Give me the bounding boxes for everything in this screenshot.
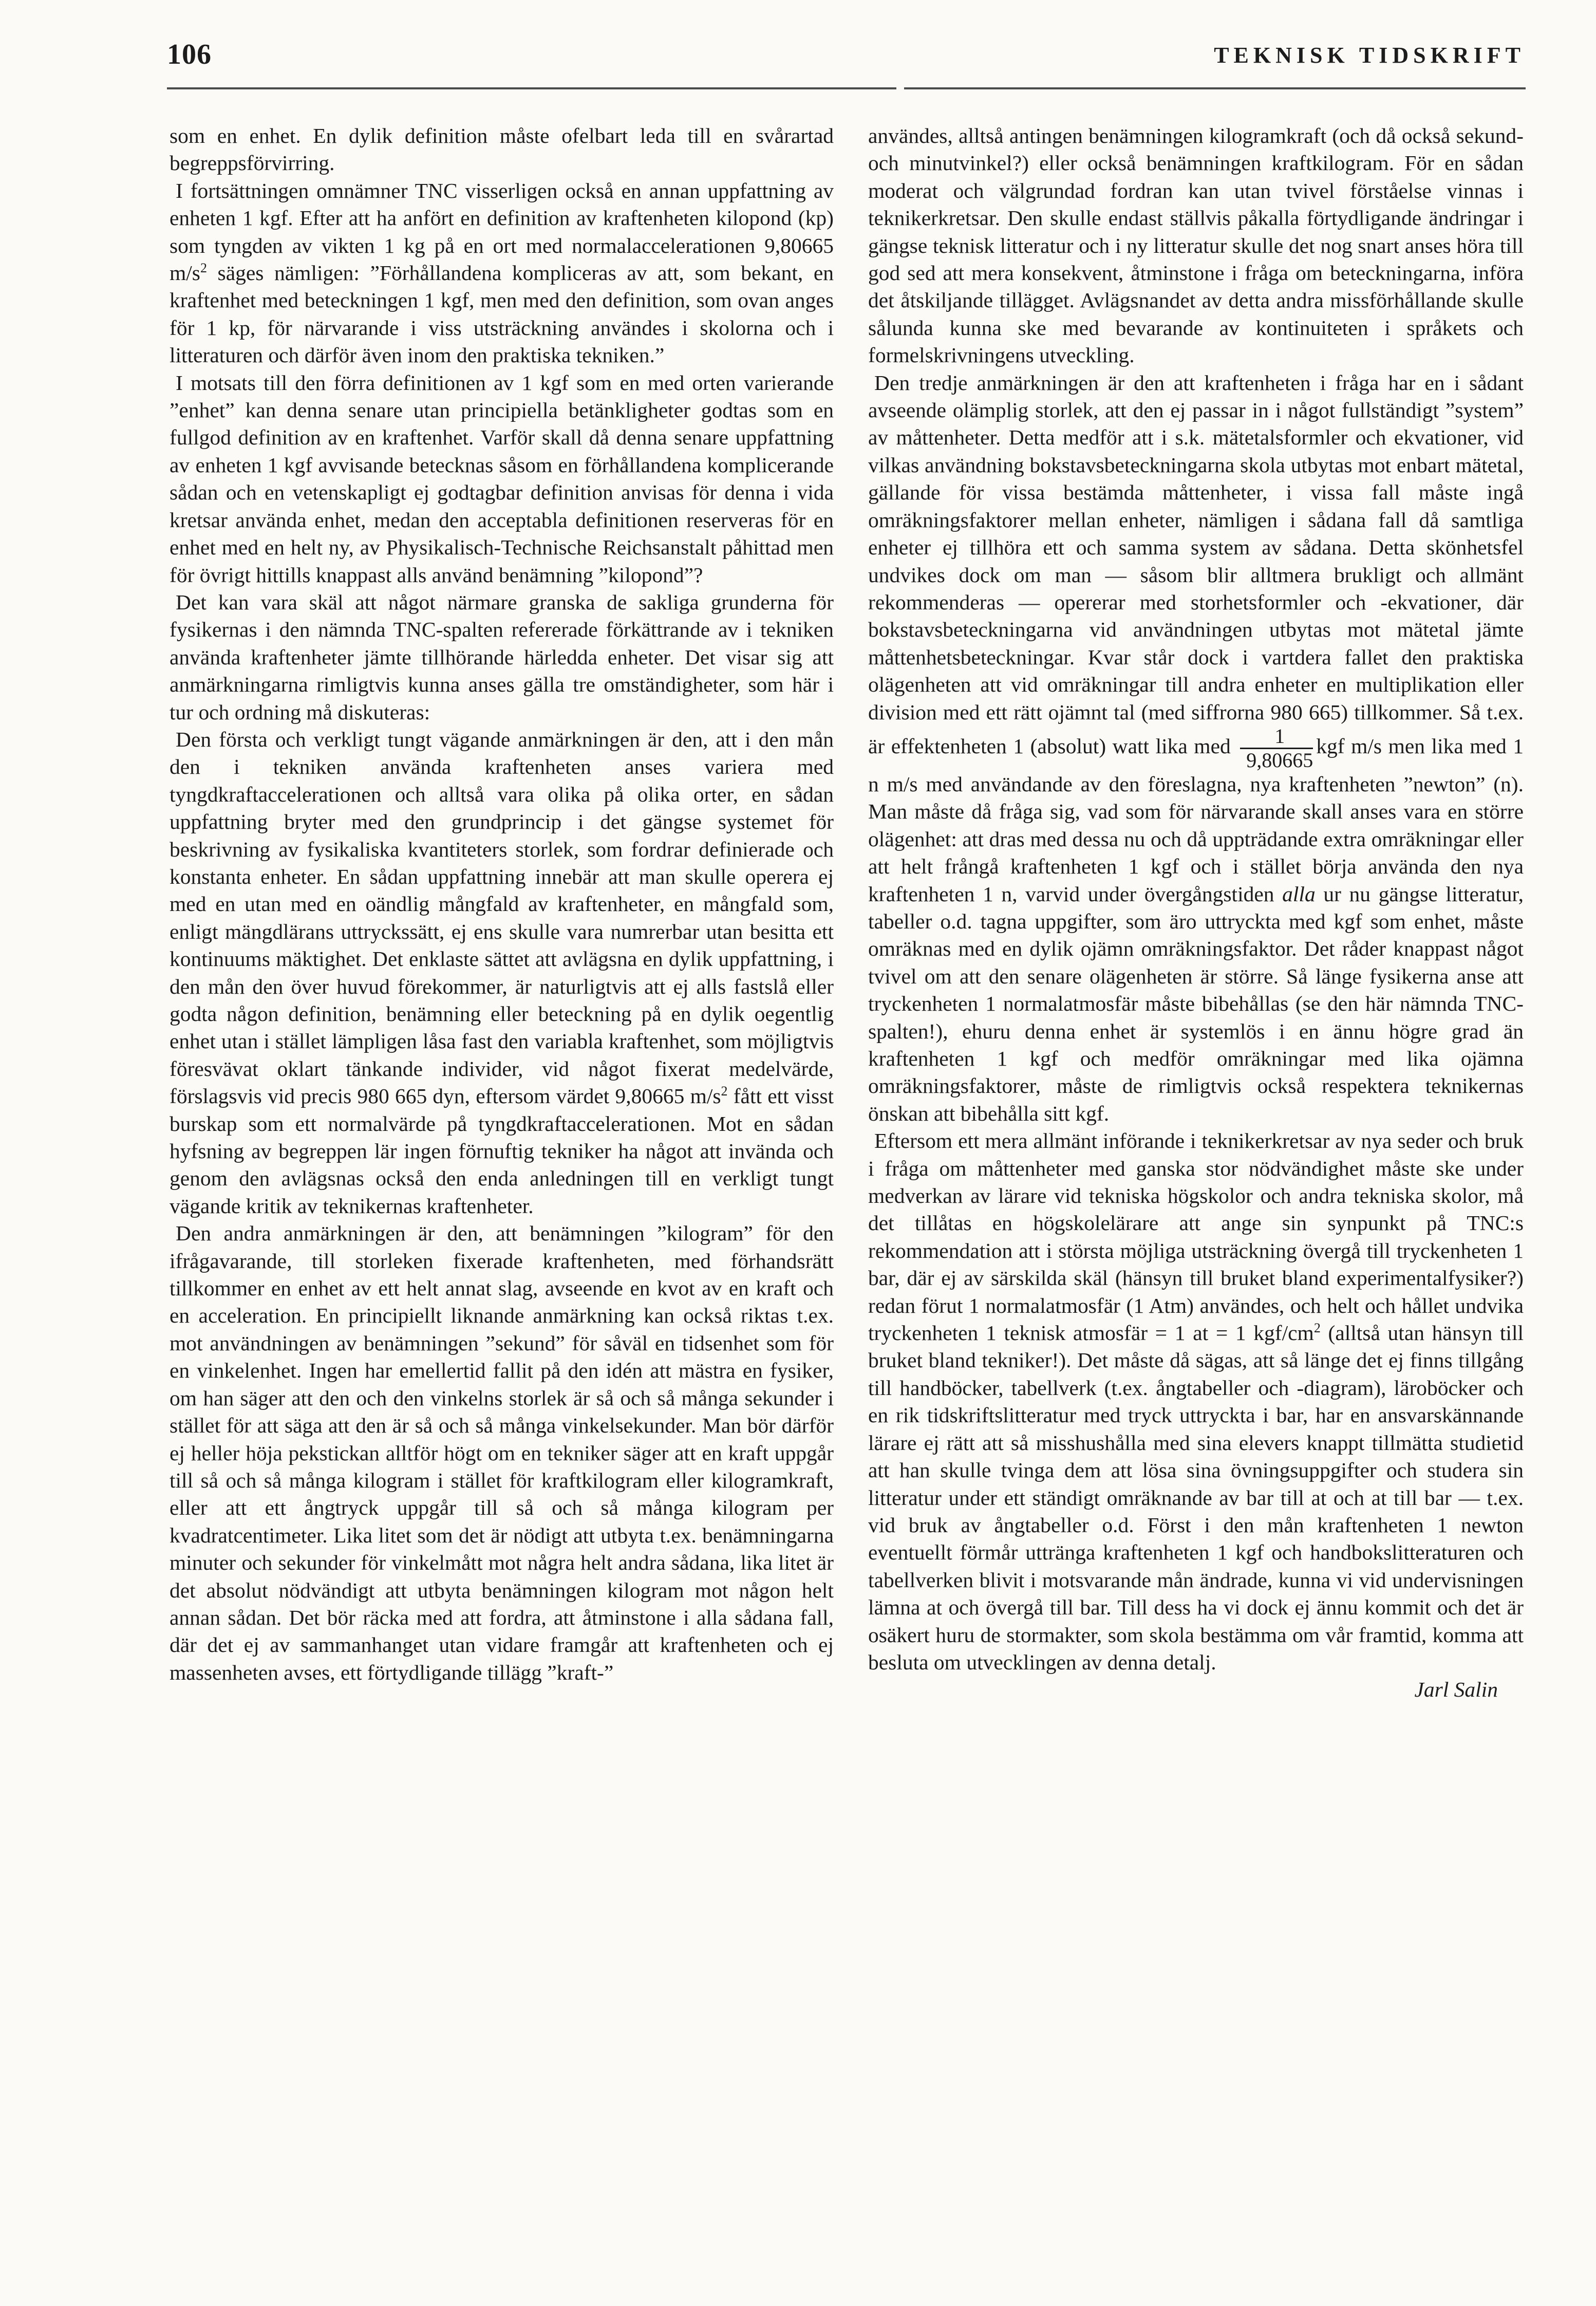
fraction-denominator: 9,80665	[1246, 748, 1313, 772]
superscript: 2	[721, 1084, 728, 1099]
superscript: 2	[200, 261, 207, 276]
fraction-numerator: 1	[1240, 726, 1313, 749]
journal-title: TEKNISK TIDSKRIFT	[1214, 43, 1525, 68]
paragraph-text: Den första och verkligt tungt vägande anmärkningen är den, att i den mån den i tekniken använda kraftenheten anses variera med tyngdkraftaccelerationen och alltså vara olika på olika orter, en sådan uppfattning bryter med den grundprincip i det gängse systemet för beskrivning av fysikaliska kvantiteters storlek, som fordrar definierade och konstanta enheter. En sådan uppfattning innebär att man skulle operera ej med en utan med en oändlig mångfald av kraftenheter, en mångfald som, enligt mängdlärans uttryckssätt, ej ens skulle vara numrerbar utan besitta ett kontinuums mäktighet. Det enklaste sättet att avlägsna en dylik uppfattning, i den mån den över huvud förekommer, är naturligtvis att ej alls fastslå eller godta någon definition, benämning eller beteckning på en dylik oegentlig enhet utan i stället lämpligen låsa fast den variabla kraftenhet, som möjligtvis föresvävat oklart tänkande individer, vid något fixerat medelvärde, förslagsvis vid precis 980 665 dyn, eftersom värdet 9,80665 m/s	[170, 727, 834, 1108]
emphasis: alla	[1282, 882, 1316, 906]
paragraph-text: fått ett visst burskap som ett normalvärde på tyngdkraftaccelerationen. Mot en sådan hyfsning av begreppen lär ingen förnuftig tekniker ha något att invända och genom den avlägsnas också den enda anledningen till en verkligt tungt vägande kritik av teknikernas kraftenheter.	[170, 1084, 834, 1218]
paragraph	[868, 369, 1524, 1128]
paragraph: som en enhet. En dylik definition måste ofelbart leda till en svårartad begreppsförvirring.	[170, 124, 834, 175]
paragraph: I motsats till den förra definitionen av 1 kgf som en med orten varierande ”enhet” kan denna senare utan principiella betänkligheter godtas som en fullgod definition av en kraftenhet. Varför skall då denna senare uppfattning av enheten 1 kgf avvisande betecknas såsom en förhållandena komplicerande sådan och en vetenskapligt ej godtagbar definition anvisas för denna i vida kretsar använda enhet, medan den acceptabla definitionen reserveras för en enhet med en helt ny, av Physikalisch-Technische Reichsanstalt påhittad men för övrigt hittills knappast alls använd benämning ”kilopond”?	[170, 370, 834, 587]
author-signature: Jarl Salin	[1414, 1678, 1498, 1702]
header-rule-right	[904, 87, 1526, 89]
paragraph	[868, 1127, 1524, 1676]
header-rule-left	[167, 87, 896, 89]
paragraph-text: (alltså utan hänsyn till bruket bland tekniker!). Det måste då sägas, att så länge det ej finns tillgång till handböcker, tabellverk (t.ex. ångtabeller och -diagram), läroböcker och en rik tidskriftslitteratur med tryck uttryckta i bar, har en ansvarskännande lärare ej rätt att så misshushålla med sina elevers knappt tillmätta studietid att han skulle tvinga dem att lösa sina övningsuppgifter och studera sin litteratur under ett ständigt omräknande av bar till at och at till bar — t.ex. vid bruk av ångtabeller o.d. Först i den mån kraftenheten 1 newton eventuellt förmår uttränga kraftenheten 1 kgf och handbokslitteraturen och tabellverken blivit i motsvarande mån ändrade, kunna vi vid undervisningen lämna at och övergå till bar. Till dess ha vi dock ej ännu kommit och det är osäkert huru de stormakter, som skola bestämma om vår framtid, komma att besluta om utvecklingen av denna detalj.	[868, 1321, 1524, 1674]
superscript: 2	[1313, 1321, 1321, 1336]
paragraph-text: Den tredje anmärkningen är den att kraftenheten i fråga har en i sådant avseende olämplig storlek, att den ej passar in i något fullständigt ”system” av måttenheter. Detta medför att i s.k. mätetalsformler och ekvationer, vid vilkas användning bokstavsbeteckningarna skola utbytas mot enbart mätetal, gällande för vissa bestämda måttenheter, i vissa fall måste ingå omräkningsfaktorer mellan enheter, nämligen i sådana fall då samtliga enheter ej tillhöra ett och samma system av sådana. Detta skönhetsfel undvikes dock om man — såsom blir alltmera brukligt och allmänt rekommenderas — opererar med storhetsformler och -ekvationer, där bokstavsbeteckningarna vid användningen utbytas mot mätetal jämte måttenhetsbeteckningar. Kvar står dock i vartdera fallet den praktiska olägenheten att vid omräkningar till andra enheter en multiplikation eller division med ett rätt ojämnt tal (med siffrorna 980 665) tillkommer. Så t.ex. är effektenheten 1 (absolut) watt lika med	[868, 370, 1524, 758]
paragraph	[170, 177, 834, 369]
fraction	[1240, 726, 1313, 771]
paragraph-text: säges nämligen: ”Förhållandena kompliceras av att, som bekant, en kraftenhet med beteckningen 1 kgf, men med den definition, som ovan anges för 1 kp, för närvarande i viss utsträckning användes i skolorna och i litteraturen och därför även inom den praktiska tekniken.”	[170, 261, 834, 367]
paragraph: användes, alltså antingen benämningen kilogramkraft (och då också sekund- och minutvinkel?) eller också benämningen kraftkilogram. För en sådan moderat och välgrundad fordran kan utan tvivel förståelse vinnas i teknikerkretsar. Den skulle endast ställvis påkalla förtydligande ändringar i gängse teknisk litteratur och i ny litteratur skulle det nog snart anses höra till god sed att mera konsekvent, åtminstone i fråga om beteckningarna, införa det åtskiljande tillägget. Avlägsnandet av detta andra missförhållande skulle sålunda kunna ske med bevarande av kontinuiteten i språkets och formelskrivningens utveckling.	[868, 124, 1524, 367]
paragraph-text: Eftersom ett mera allmänt införande i teknikerkretsar av nya seder och bruk i fråga om måttenheter med ganska stor nödvändighet måste ske under medverkan av lärare vid tekniska högskolor och andra tekniska skolor, må det tillåtas en högskolelärare att ange sin synpunkt på TNC:s rekommendation att i största möjliga utsträckning övergå till tryckenheten 1 bar, där ej av särskilda skäl (hänsyn till bruket bland experimentalfysiker?) redan förut 1 normalatmosfär (1 Atm) användes, och helt och hållet undvika tryckenheten 1 teknisk atmosfär = 1 at = 1 kgf/cm	[868, 1129, 1524, 1345]
paragraph-text: ur nu gängse litteratur, tabeller o.d. tagna uppgifter, som äro uttryckta med kgf som enhet, måste omräknas med en dylik ojämn omräkningsfaktor. Det råder knappast något tvivel om att den senare olägenheten är större. Så länge fysikerna anse att tryckenheten 1 normalatmosfär måste bibehållas (se den här nämnda TNC-spalten!), ehuru denna enhet är systemlös i en ännu högre grad än kraftenheten 1 kgf och medför omräkningar med lika ojämna omräkningsfaktorer, måste de rimligtvis också respektera teknikernas önskan att bibehålla sitt kgf.	[868, 882, 1524, 1125]
paragraph-text: kgf m/s men lika med 1 n m/s med användande av den föreslagna, nya kraftenheten ”newton” (n). Man måste då fråga sig, vad som för närvarande skall anses vara en större olägenhet: att dras med dessa nu och då uppträdande extra omräkningar eller att helt frångå kraftenheten 1 kgf och i stället börja använda den nya kraftenheten 1 n, varvid under övergångstiden	[868, 734, 1524, 906]
paragraph: Det kan vara skäl att något närmare granska de sakliga grunderna för fysikernas i den nämnda TNC-spalten refererade förkättrande av i tekniken använda kraftenheter jämte tillhörande härledda enheter. Det visar sig att anmärkningarna rimligtvis kunna anses gälla tre omständigheter, som här i tur och ordning må diskuteras:	[170, 590, 834, 724]
left-column	[170, 122, 834, 1686]
page-header	[0, 0, 1596, 113]
right-column	[868, 122, 1524, 1704]
paragraph: Den andra anmärkningen är den, att benämningen ”kilogram” för den ifrågavarande, till storleken fixerade kraftenheten, med förhandsrätt tillkommer en enhet av ett helt annat slag, avseende en kvot av en kraft och en acceleration. En principiellt liknande anmärkning kan också riktas t.ex. mot användningen av benämningen ”sekund” för såväl en tidsenhet som för en vinkelenhet. Ingen har emellertid fallit på den idén att mästra en fysiker, om han säger att den och den vinkelns storlek är så och så många sekunder i stället för att säga att den är så och så många vinkelsekunder. Man bör därför ej heller höja pekstickan alltför högt om en tekniker säger att en kraft uppgår till så och så många kilogram i stället för kraftkilogram eller kilogramkraft, eller att ett ångtryck uppgår till så och så många kilogram per kvadratcentimeter. Lika litet som det är nödigt att utbyta t.ex. benämningarna minuter och sekunder för vinkelmått mot några helt andra sådana, lika litet är det absolut nödvändigt att utbyta benämningen kilogram mot någon helt annan sådan. Det bör räcka med att fordra, att åtminstone i alla sådana fall, där det ej av sammanhanget utan vidare framgår att kraftenheten och ej massenheten avses, ett förtydligande tillägg ”kraft-”	[170, 1221, 834, 1684]
paragraph-text: I fortsättningen omnämner TNC visserligen också en annan uppfattning av enheten 1 kgf. Efter att ha anfört en definition av kraftenheten kilopond (kp) som tyngden av vikten 1 kg på en ort med normalaccelerationen 9,80665 m/s	[170, 178, 834, 285]
page-number: 106	[167, 39, 212, 70]
paragraph	[170, 726, 834, 1220]
